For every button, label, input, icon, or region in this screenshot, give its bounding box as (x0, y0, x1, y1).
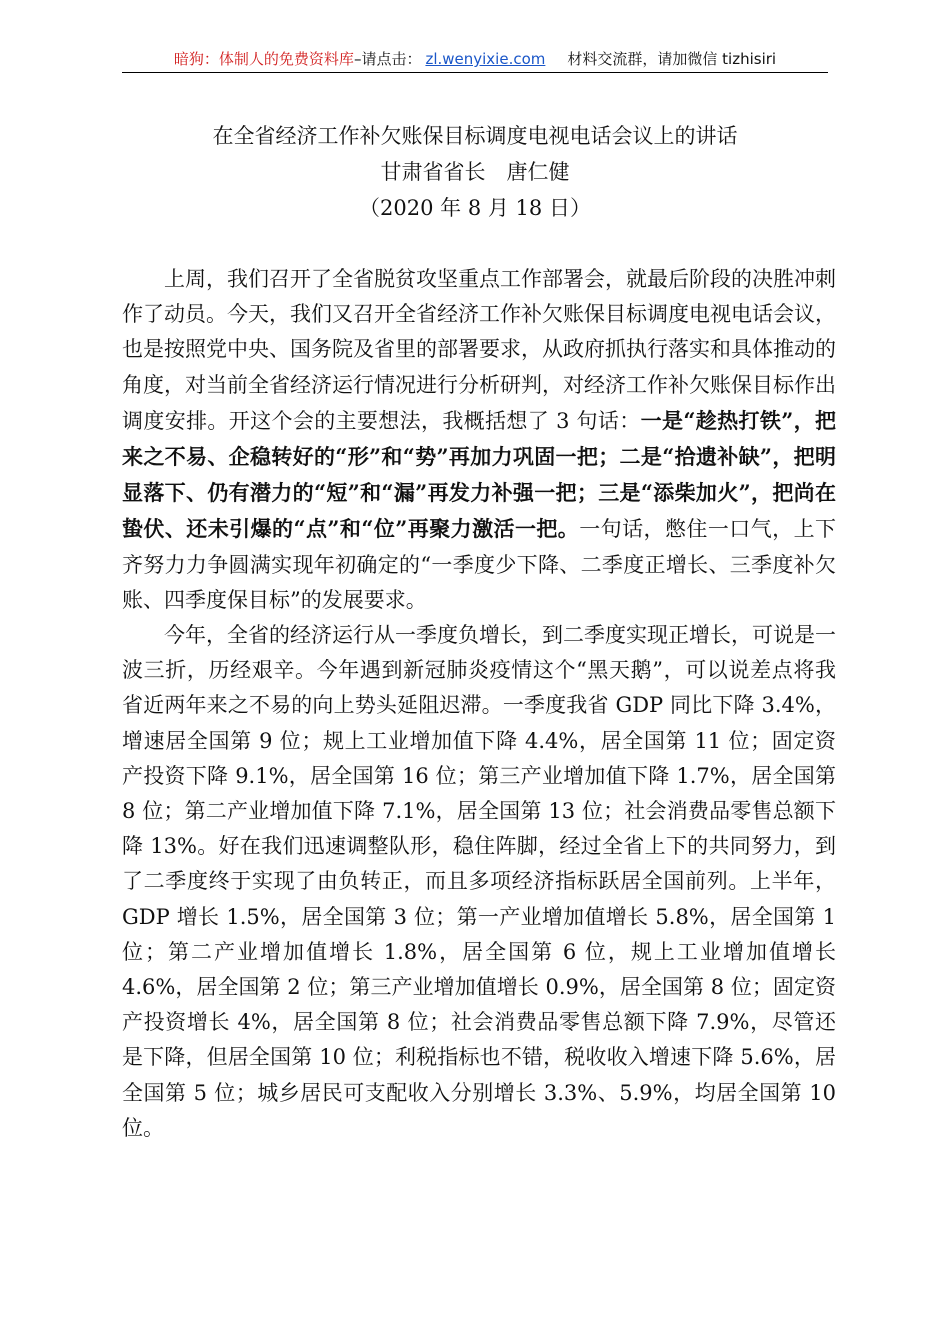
paragraph-1-conclusion: 一句话，憋住一口气，上下齐努力力争圆满实现年初确定的“一季度少下降、二季度正增长、三季度补欠账、四季度保目标”的发展要求。 (122, 517, 836, 612)
speech-title: 在全省经济工作补欠账保目标调度电视电话会议上的讲话 (212, 124, 738, 148)
page-header (122, 46, 828, 73)
header-note: 材料交流群，请加微信 tizhisiri (567, 50, 777, 68)
paragraph-2: 今年，全省的经济运行从一季度负增长，到二季度实现正增长，可说是一波三折，历经艰辛。今年遇到新冠肺炎疫情这个“黑天鹅”，可以说差点将我省近两年来之不易的向上势头延阻迟滞。一季度我省 GDP 同比下降 3.4%，增速居全国第 9 位；规上工业增加值下降 4.4%，居全国第 11 位；固定资产投资下降 9.1%，居全国第 16 位；第三产业增加值下降 1.7%，居全国第 8 位；第二产业增加值下降 7.1%，居全国第 13 位；社会消费品零售总额下降 13%。好在我们迅速调整队形，稳住阵脚，经过全省上下的共同努力，到了二季度终于实现了由负转正，而且多项经济指标跃居全国前列。上半年，GDP 增长 1.5%，居全国第 3 位；第一产业增加值增长 5.8%，居全国第 1 位；第二产业增加值增长 1.8%，居全国第 6 位，规上工业增加值增长 4.6%，居全国第 2 位；第三产业增加值增长 0.9%，居全国第 8 位；固定资产投资增长 4%，居全国第 8 位；社会消费品零售总额下降 7.9%，尽管还是下降，但居全国第 10 位；利税指标也不错，税收收入增速下降 5.6%，居全国第 5 位；城乡居民可支配收入分别增长 3.3%、5.9%，均居全国第 10 位。 (122, 623, 837, 1140)
header-link[interactable]: zl.wenyixie.com (425, 50, 546, 68)
speech-date: （2020 年 8 月 18 日） (359, 196, 591, 220)
paragraph-1-emphasis: 一是“趁热打铁”，把来之不易、企稳转好的“形”和“势”再加力巩固一把；二是“拾遗补缺”，把明显落下、仍有潜力的“短”和“漏”再发力补强一把；三是“添柴加火”，把尚在蛰伏、还未引爆的“点”和“位”再聚力激活一把。 (122, 407, 836, 542)
paragraph-1 (122, 262, 836, 618)
header-brand: 暗狗：体制人的免费资料库 (173, 50, 354, 68)
paragraph-1-intro: 上周，我们召开了全省脱贫攻坚重点工作部署会，就最后阶段的决胜冲刺作了动员。今天，我们又召开全省经济工作补欠账保目标调度电视电话会议，也是按照党中央、国务院及省里的部署要求，从政府抓执行落实和具体推动的角度，对当前全省经济运行情况进行分析研判，对经济工作补欠账保目标作出调度安排。开这个会的主要想法，我概括想了 3 句话： (122, 267, 836, 433)
title-block (0, 118, 950, 226)
speech-author: 甘肃省省长 唐仁健 (380, 160, 570, 184)
speech-body (122, 262, 836, 1146)
header-prompt: –请点击： (353, 50, 422, 68)
